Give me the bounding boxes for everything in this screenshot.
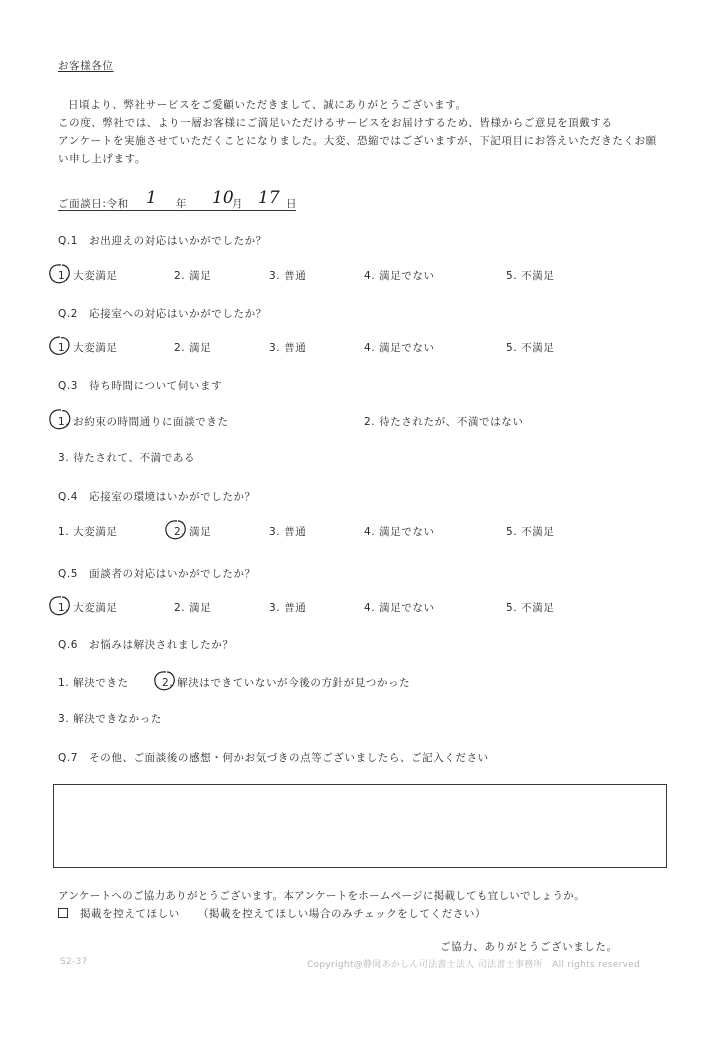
date-day-unit: 日 [286,198,298,210]
publish-consent-text: アンケートへのご協力ありがとうございます。本アンケートをホームページに掲載しても宜しいでしょうか。 [58,890,585,902]
q1-option-4[interactable]: 4. 満足でない [364,270,435,282]
q4-selection-circle-mark [163,518,189,542]
q5-option-3[interactable]: 3. 普通 [269,602,307,614]
closing-thanks: ご協力、ありがとうございました。 [440,941,618,953]
intro-line-4: い申し上げます。 [58,153,146,165]
q4-option-2[interactable]: 2. 満足 [174,526,212,538]
question-5-label: Q.5 面談者の対応はいかがでしたか？ [58,568,256,580]
q3-option-2[interactable]: 2. 待たされたが、不満ではない [364,416,524,428]
q4-option-3[interactable]: 3. 普通 [269,526,307,538]
publish-optout-label: 掲載を控えてほしい [79,908,180,920]
q6-option-1[interactable]: 1. 解決できた [58,677,129,689]
question-1-label: Q.1 お出迎えの対応はいかがでしたか？ [58,235,267,247]
q4-option-1[interactable]: 1. 大変満足 [58,526,118,538]
date-day-handwritten: 17 [258,188,280,208]
q1-option-1[interactable]: 1. 大変満足 [58,270,118,282]
copyright: Copyright@静岡あかしん司法書士法人 司法書士事務所 All rights reserved [307,960,641,970]
q1-option-2[interactable]: 2. 満足 [174,270,212,282]
q2-option-4[interactable]: 4. 満足でない [364,342,435,354]
q2-option-1[interactable]: 1. 大変満足 [58,342,118,354]
q3-selection-circle-mark [47,407,73,433]
q2-selection-circle-mark [47,334,73,358]
question-6-label: Q.6 お悩みは解決されましたか？ [58,639,234,651]
question-4-label: Q.4 応接室の環境はいかがでしたか？ [58,491,256,503]
question-2-label: Q.2 応接室への対応はいかがでしたか？ [58,308,267,320]
intro-line-1: 日頃より、弊社サービスをご愛顧いただきまして、誠にありがとうございます。 [68,99,467,111]
salutation: お客様各位 [58,60,114,72]
date-label: ご面談日:令和 [58,198,129,210]
q1-selection-circle-mark [47,262,73,286]
q5-option-1[interactable]: 1. 大変満足 [58,602,118,614]
q3-option-1[interactable]: 1. お約束の時間通りに面談できた [58,416,229,428]
q5-option-4[interactable]: 4. 満足でない [364,602,435,614]
date-month-unit: 月 [232,198,244,210]
intro-line-3: アンケートを実施させていただくことになりました。大変、恐縮ではございますが、下記項目にお答えいただきたくお願 [58,135,657,147]
question-7-label: Q.7 その他、ご面談後の感想・何かお気づきの点等ございましたら、ご記入ください [58,752,489,764]
q4-option-4[interactable]: 4. 満足でない [364,526,435,538]
publish-optout-note: （掲載を控えてほしい場合のみチェックをしてください） [197,908,487,920]
q2-option-2[interactable]: 2. 満足 [174,342,212,354]
document-code: S2-37 [60,957,88,967]
intro-line-2: この度、弊社では、より一層お客様にご満足いただけるサービスをお届けするため、皆様からご意見を頂戴する [58,117,613,129]
q2-option-5[interactable]: 5. 不満足 [506,342,555,354]
question-3-label: Q.3 待ち時間について伺います [58,380,223,392]
q2-option-3[interactable]: 3. 普通 [269,342,307,354]
q5-option-5[interactable]: 5. 不満足 [506,602,555,614]
publish-optout [58,906,486,921]
q3-option-3[interactable]: 3. 待たされて、不満である [58,452,196,464]
q5-selection-circle-mark [47,594,73,618]
comment-box[interactable] [53,784,667,868]
q6-selection-circle-mark [152,669,178,693]
q6-option-3[interactable]: 3. 解決できなかった [58,713,162,725]
publish-optout-checkbox[interactable] [58,908,68,918]
date-year-unit: 年 [176,198,188,210]
date-year-handwritten: 1 [146,188,157,208]
q1-option-3[interactable]: 3. 普通 [269,270,307,282]
q4-option-5[interactable]: 5. 不満足 [506,526,555,538]
q1-option-5[interactable]: 5. 不満足 [506,270,555,282]
date-month-handwritten: 10 [212,188,234,208]
q5-option-2[interactable]: 2. 満足 [174,602,212,614]
q6-option-2[interactable]: 2. 解決はできていないが今後の方針が見つかった [162,677,411,689]
